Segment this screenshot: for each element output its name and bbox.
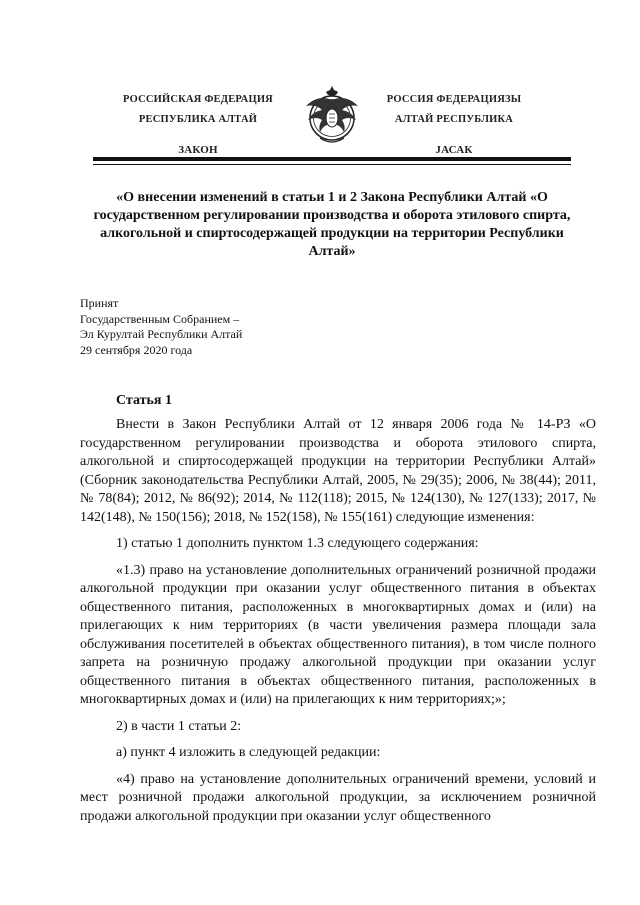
header-right-line2: АЛТАЙ РЕСПУБЛИКА (394, 114, 514, 125)
article-body (80, 416, 596, 826)
header-left-line2: РЕСПУБЛИКА АЛТАЙ (138, 114, 258, 125)
header-left (98, 90, 298, 160)
law-title: «О внесении изменений в статьи 1 и 2 Закона Республики Алтай «О государственном регулировании производства и оборота этилового спирта, алкогольной и спиртосодержащей продукции на территории Республики Алтай» (93, 190, 571, 259)
header-left-line1: РОССИЙСКАЯ ФЕДЕРАЦИЯ (123, 94, 273, 105)
adoption-line: Принят (80, 296, 119, 310)
paragraph: 1) статью 1 дополнить пунктом 1.3 следующего содержания: (116, 536, 479, 551)
header-right-line1: РОССИЯ ФЕДЕРАЦИЯЗЫ (386, 94, 522, 105)
adoption-date: 29 сентября 2020 года (80, 342, 193, 357)
header-right-doc-type: JАСАК (435, 144, 473, 156)
paragraph: Внести в Закон Республики Алтай от 12 января 2006 года № 14-РЗ «О государственном регулировании производства и оборота этилового спирта, алкогольной и спиртосодержащей продукции на территории Республики Алтай» (Сборник законодательства Республики Алтай, 2005, № 29(35); 2006, № 38(44); 2011, № 78(84); 2012, № 86(92); 2014, № 112(118); 2015, № 124(130), № 127(133); 2017, № 142(148), № 150(156); 2018, № 152(158), № 155(161) следующие изменения: (80, 417, 596, 525)
header-divider-thin (93, 164, 571, 165)
adoption-block (80, 296, 242, 358)
adoption-line: Государственным Собранием – (80, 311, 240, 326)
paragraph: 2) в части 1 статьи 2: (116, 718, 242, 734)
paragraph: а) пункт 4 изложить в следующей редакции: (116, 745, 381, 760)
adoption-line: Эл Курултай Республики Алтай (80, 327, 243, 341)
article-heading: Статья 1 (116, 393, 172, 408)
header-right (354, 90, 554, 160)
header-divider-thick (93, 157, 571, 161)
paragraph: «1.3) право на установление дополнительных ограничений розничной продажи алкогольной продукции при оказании услуг общественного питания в объектах общественного питания, расположенных в многоквартирных домах и (или) на прилегающих к ним территориях (в части увеличения размера площади зала обслуживания посетителей в объектах общественного питания), в том числе полного запрета на розничную продажу алкогольной продукции при оказании услуг общественного питания в объектах общественного питания, расположенных в многоквартирных домах и (или) на прилегающих к ним территориях;»; (80, 562, 596, 707)
paragraph: «4) право на установление дополнительных ограничений времени, условий и мест розничной продажи алкогольной продукции, за исключением розничной продажи алкогольной продукции при оказании услуг общественного (80, 771, 596, 824)
header-left-doc-type: ЗАКОН (178, 144, 218, 156)
